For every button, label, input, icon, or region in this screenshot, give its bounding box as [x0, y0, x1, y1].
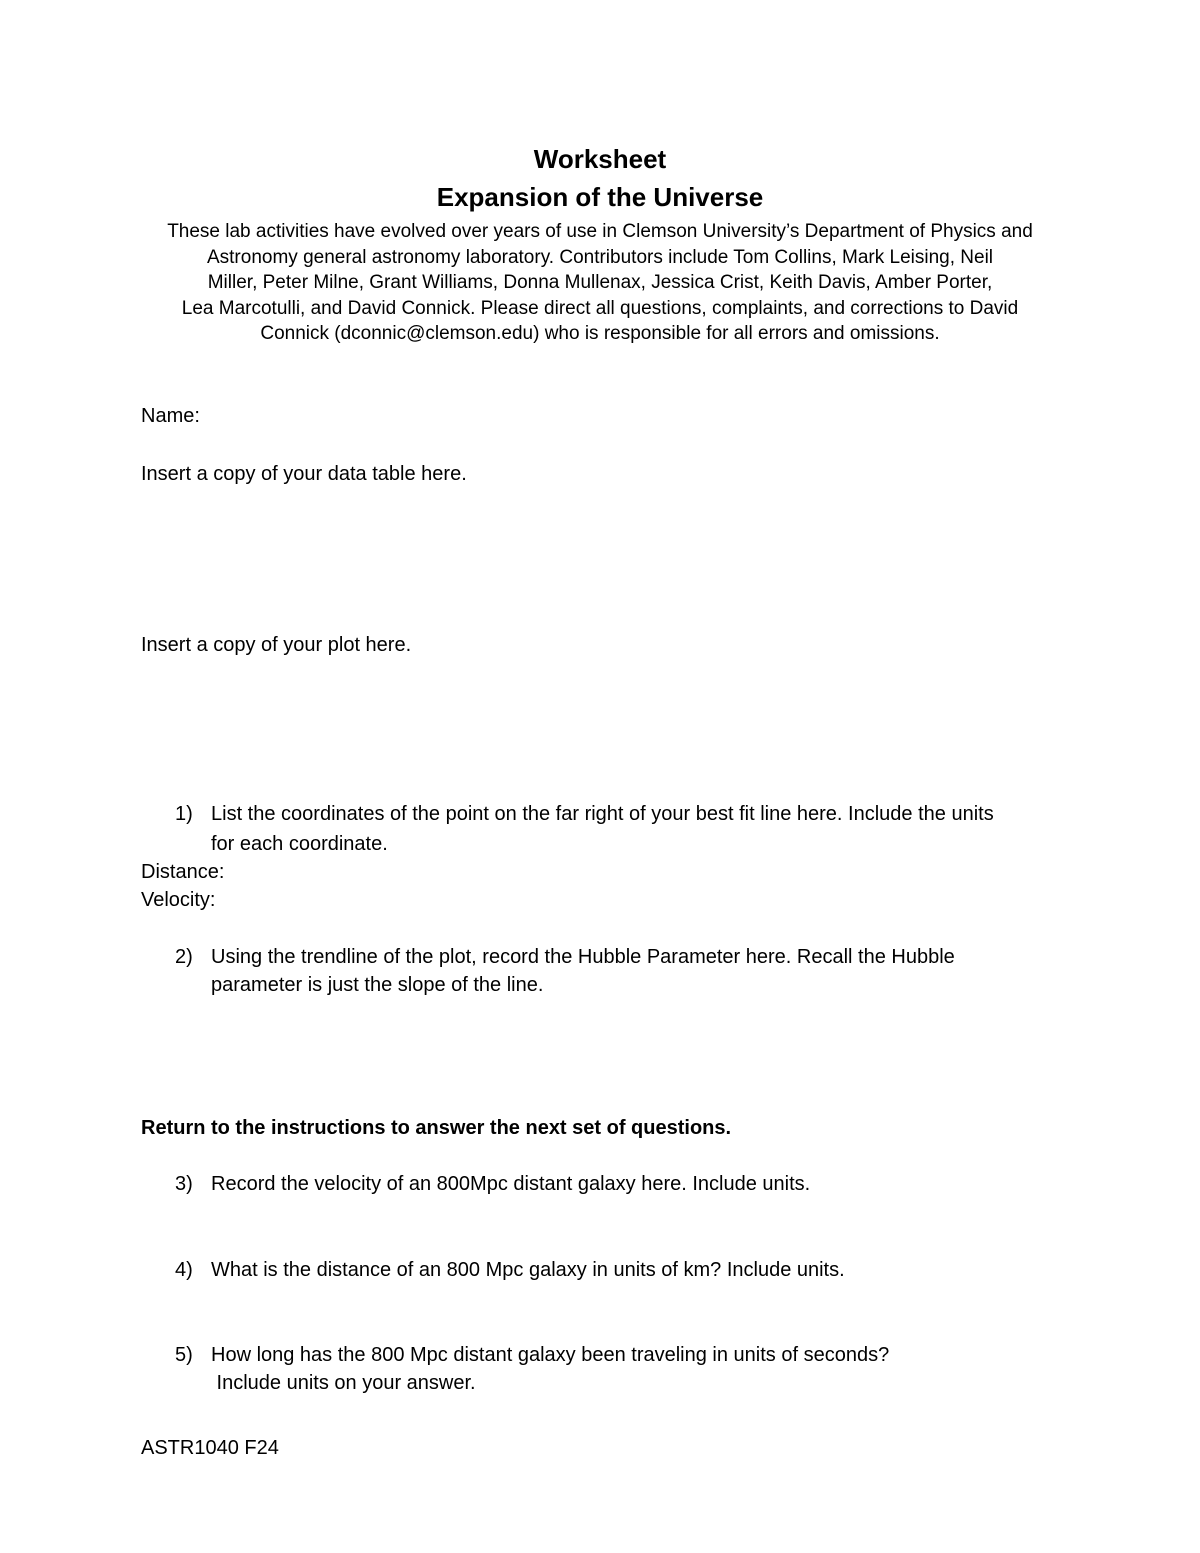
intro-line: Miller, Peter Milne, Grant Williams, Donna Mullenax, Jessica Crist, Keith Davis, Amber Porter,	[207, 272, 993, 294]
question-3-number: 3)	[175, 1173, 193, 1195]
question-5-text-line-1: How long has the 800 Mpc distant galaxy been traveling in units of seconds?	[211, 1344, 890, 1366]
distance-label: Distance:	[141, 861, 225, 883]
question-2-text-line-2: parameter is just the slope of the line.	[211, 974, 544, 996]
intro-line: Connick (dconnic@clemson.edu) who is responsible for all errors and omissions.	[260, 323, 940, 345]
question-1-text-line-1: List the coordinates of the point on the far right of your best fit line here. Include the units	[211, 803, 994, 825]
question-5-number: 5)	[175, 1344, 193, 1366]
intro-line: Astronomy general astronomy laboratory. Contributors include Tom Collins, Mark Leising, Neil	[206, 246, 994, 268]
footer-course-code: ASTR1040 F24	[141, 1437, 279, 1459]
question-5-text-line-2: Include units on your answer.	[211, 1372, 476, 1394]
intro-paragraph	[0, 219, 1200, 347]
page-title: Worksheet	[533, 144, 667, 174]
name-label: Name:	[141, 405, 200, 427]
question-4-number: 4)	[175, 1259, 193, 1281]
page-subtitle: Expansion of the Universe	[436, 182, 764, 212]
data-table-prompt: Insert a copy of your data table here.	[141, 463, 467, 485]
intro-line: These lab activities have evolved over years of use in Clemson University’s Department of Physics and	[167, 221, 1033, 242]
question-1-number: 1)	[175, 803, 193, 825]
question-4-text-line-1: What is the distance of an 800 Mpc galaxy in units of km? Include units.	[211, 1259, 845, 1281]
velocity-label: Velocity:	[141, 889, 216, 911]
question-3-text-line-1: Record the velocity of an 800Mpc distant galaxy here. Include units.	[211, 1173, 811, 1195]
question-1-text-line-2: for each coordinate.	[211, 833, 388, 855]
plot-prompt: Insert a copy of your plot here.	[141, 634, 412, 656]
question-2-number: 2)	[175, 946, 193, 968]
question-2-text-line-1: Using the trendline of the plot, record the Hubble Parameter here. Recall the Hubble	[211, 946, 955, 968]
section-instruction: Return to the instructions to answer the next set of questions.	[141, 1117, 732, 1139]
intro-line: Lea Marcotulli, and David Connick. Please direct all questions, complaints, and corrections to David	[181, 297, 1019, 319]
